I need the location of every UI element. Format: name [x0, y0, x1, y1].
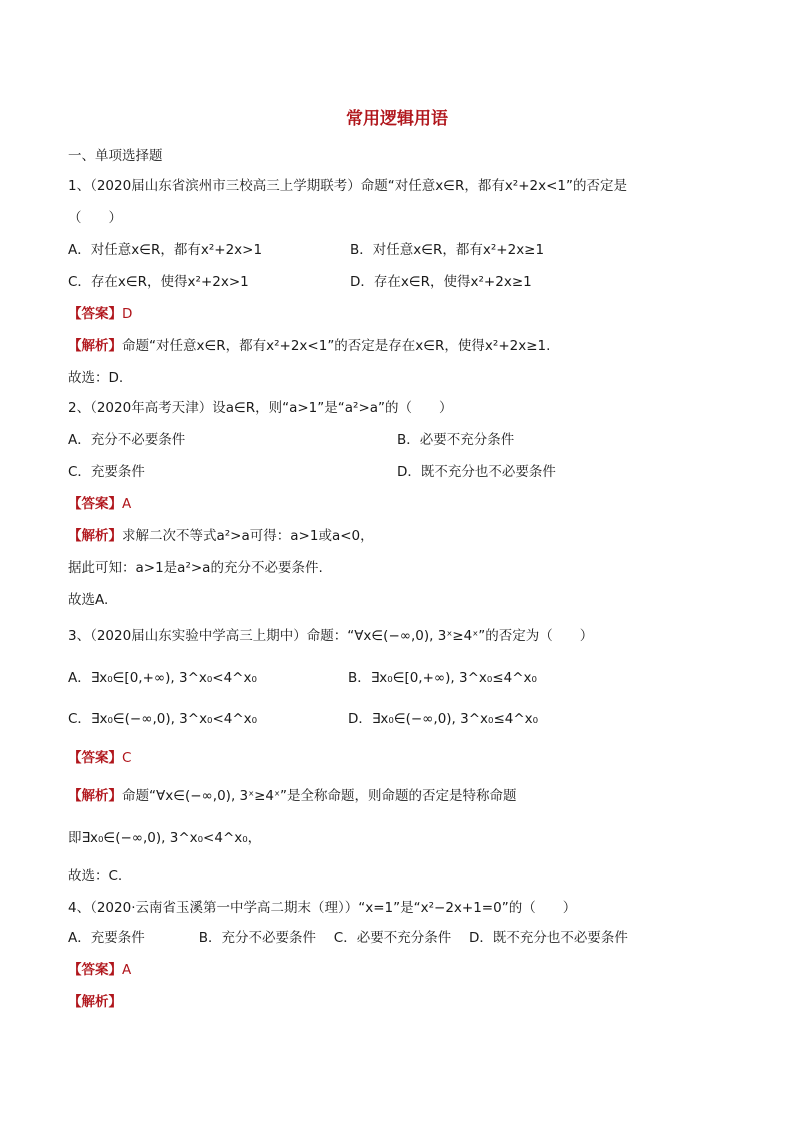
analysis-text: 求解二次不等式a²>a可得：a>1或a<0，: [122, 528, 374, 544]
q1-option-b: B．对任意x∈R，都有x²+2x≥1: [350, 242, 545, 258]
q2-stem: 2、（2020年高考天津）设a∈R，则“a>1”是“a²>a”的（ ）: [68, 400, 453, 416]
q1-option-a: A．对任意x∈R，都有x²+2x>1: [68, 242, 263, 258]
q4-stem: 4、（2020·云南省玉溪第一中学高二期末（理））“x=1”是“x²−2x+1=0”的（ ）: [68, 900, 577, 916]
q1-paren: （ ）: [68, 210, 122, 226]
section-heading: 一、单项选择题: [68, 148, 163, 164]
page-title: 常用逻辑用语: [346, 109, 448, 129]
analysis-tag: 【解析】: [68, 338, 122, 354]
analysis-tag: 【解析】: [68, 528, 122, 544]
q4-analysis: [68, 992, 122, 1012]
q2-option-b: B．必要不充分条件: [397, 432, 515, 448]
analysis-text: 命题“∀x∈(−∞,0), 3ˣ≥4ˣ”是全称命题，则命题的否定是特称命题: [122, 788, 517, 804]
q1-option-c: C．存在x∈R，使得x²+2x>1: [68, 274, 249, 290]
q3-option-d: D．∃x₀∈(−∞,0), 3^x₀≤4^x₀: [348, 711, 539, 727]
q1-option-d: D．存在x∈R，使得x²+2x≥1: [350, 274, 532, 290]
q2-option-d: D．既不充分也不必要条件: [397, 464, 556, 480]
analysis-tag: 【解析】: [68, 788, 122, 804]
q4-options: A．充要条件 B．充分不必要条件 C．必要不充分条件 D．既不充分也不必要条件: [68, 930, 628, 946]
q3-option-b: B．∃x₀∈[0,+∞), 3^x₀≤4^x₀: [348, 670, 537, 686]
q2-option-c: C．充要条件: [68, 464, 145, 480]
q4-answer: [68, 960, 131, 980]
q1-analysis: [68, 336, 550, 356]
q2-answer: [68, 494, 131, 514]
q3-conclusion: 故选：C.: [68, 868, 123, 884]
q3-stem: 3、（2020届山东实验中学高三上期中）命题：“∀x∈(−∞,0), 3ˣ≥4ˣ”的否定为（ ）: [68, 628, 594, 644]
q1-conclusion: 故选：D.: [68, 370, 124, 386]
answer-value: D: [122, 306, 133, 322]
q1-answer: [68, 304, 132, 324]
answer-tag: 【答案】: [68, 962, 122, 978]
q3-answer: [68, 748, 131, 768]
q3-option-a: A．∃x₀∈[0,+∞), 3^x₀<4^x₀: [68, 670, 257, 686]
answer-value: A: [122, 962, 132, 978]
q1-stem: 1、（2020届山东省滨州市三校高三上学期联考）命题“对任意x∈R，都有x²+2x<1”的否定是: [68, 178, 628, 194]
q3-analysis: [68, 786, 517, 806]
answer-tag: 【答案】: [68, 496, 122, 512]
q3-analysis-2: 即∃x₀∈(−∞,0), 3^x₀<4^x₀，: [68, 830, 262, 846]
q3-option-c: C．∃x₀∈(−∞,0), 3^x₀<4^x₀: [68, 711, 258, 727]
answer-value: C: [122, 750, 132, 766]
q2-analysis: [68, 526, 374, 546]
analysis-text: 命题“对任意x∈R，都有x²+2x<1”的否定是存在x∈R，使得x²+2x≥1.: [122, 338, 551, 354]
answer-value: A: [122, 496, 132, 512]
analysis-tag: 【解析】: [68, 994, 122, 1010]
answer-tag: 【答案】: [68, 306, 122, 322]
q2-conclusion: 故选A.: [68, 592, 109, 608]
answer-tag: 【答案】: [68, 750, 122, 766]
q2-option-a: A．充分不必要条件: [68, 432, 186, 448]
q2-analysis-2: 据此可知：a>1是a²>a的充分不必要条件.: [68, 560, 323, 576]
